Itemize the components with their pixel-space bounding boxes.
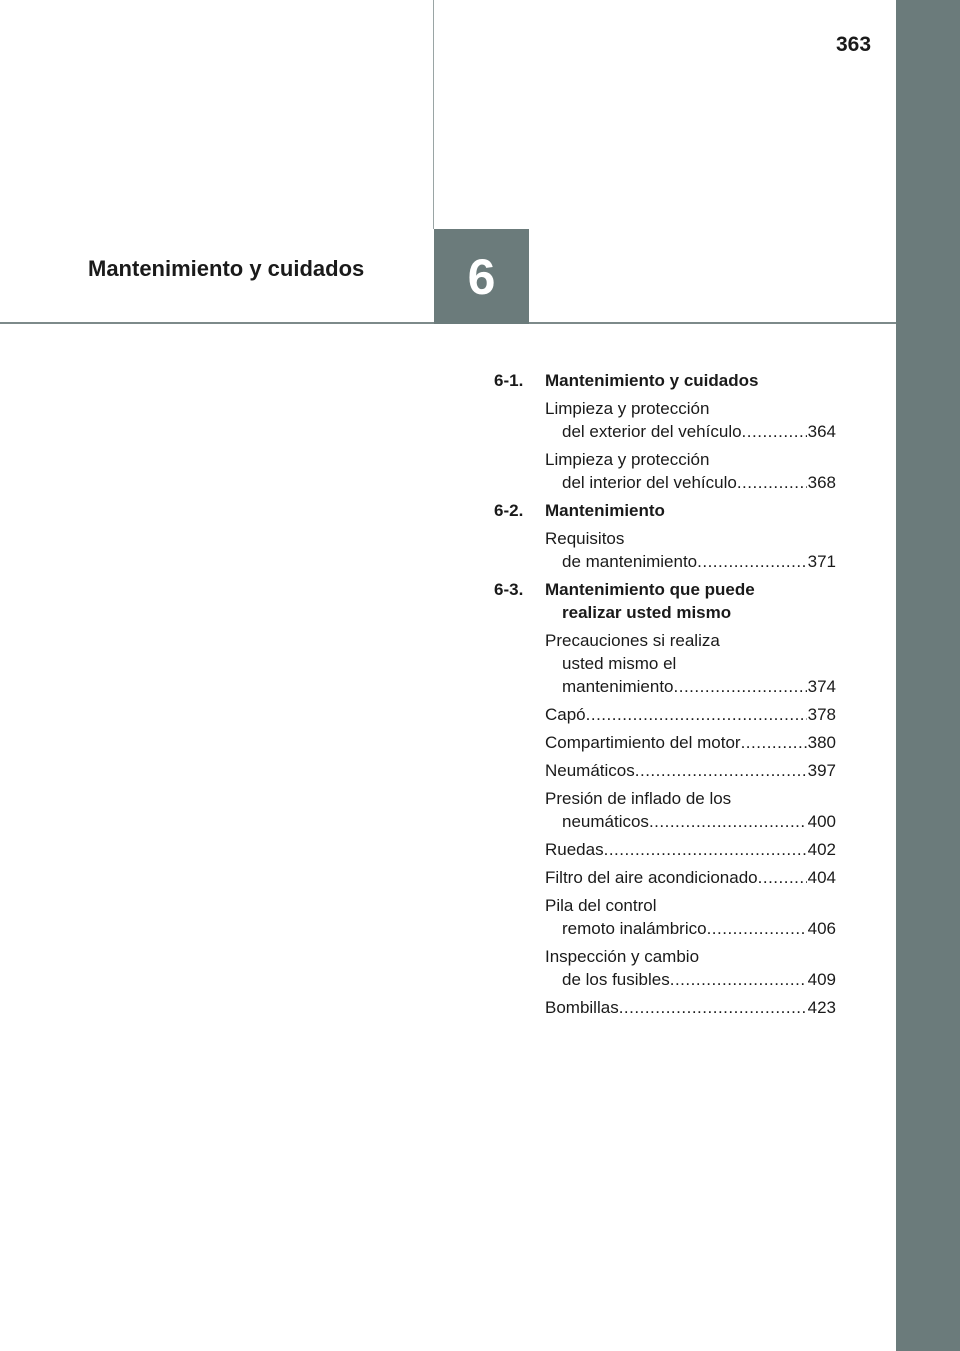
dot-leader <box>707 917 807 940</box>
section-title-line: Mantenimiento que puede <box>545 580 755 599</box>
dot-leader <box>586 703 807 726</box>
entry-last-line <box>545 810 836 833</box>
entry-text-line: Pila del control <box>545 896 657 915</box>
entry-page: 406 <box>807 919 836 938</box>
dot-leader <box>742 420 807 443</box>
toc-entry[interactable] <box>545 731 836 754</box>
chapter-title: Mantenimiento y cuidados <box>88 256 365 281</box>
entry-last-line <box>545 996 836 1019</box>
entry-page: 409 <box>807 970 836 989</box>
entry-text-line: Limpieza y protección <box>545 399 710 418</box>
entry-text-line: Precauciones si realiza <box>545 631 720 650</box>
page-number: 363 <box>836 33 872 56</box>
entry-page: 380 <box>807 733 836 752</box>
entry-title: Neumáticos <box>545 761 635 780</box>
toc-entry[interactable] <box>545 787 836 833</box>
entry-page: 397 <box>807 761 836 780</box>
entry-title: remoto inalámbrico <box>562 919 707 938</box>
entry-text-line: Requisitos <box>545 529 625 548</box>
entry-page: 400 <box>807 812 836 831</box>
dot-leader <box>649 810 807 833</box>
entry-last-line <box>545 420 836 443</box>
section-number: 6-2. <box>494 501 524 520</box>
toc-entry[interactable] <box>545 759 836 782</box>
toc-entry[interactable] <box>545 945 836 991</box>
toc-entry[interactable] <box>545 838 836 861</box>
section-title-line: Mantenimiento <box>545 501 665 520</box>
entry-last-line <box>545 731 836 754</box>
entry-text-line: Presión de inflado de los <box>545 789 732 808</box>
chapter-side-tab <box>896 0 960 1351</box>
entry-text-line: usted mismo el <box>562 654 677 673</box>
entry-last-line <box>545 838 836 861</box>
dot-leader <box>674 675 807 698</box>
section-number: 6-3. <box>494 580 524 599</box>
entry-page: 404 <box>807 868 836 887</box>
entry-page: 378 <box>807 705 836 724</box>
entry-text-line: Limpieza y protección <box>545 450 710 469</box>
dot-leader <box>697 550 806 573</box>
header-divider-vertical <box>433 0 434 229</box>
entry-title: Capó <box>545 705 586 724</box>
entry-last-line <box>545 550 836 573</box>
entry-title: Ruedas <box>545 840 604 859</box>
section-number: 6-1. <box>494 371 524 390</box>
toc-entry[interactable] <box>545 397 836 443</box>
toc-entry[interactable] <box>545 703 836 726</box>
entry-last-line <box>545 471 836 494</box>
toc-entry[interactable] <box>545 629 836 698</box>
entry-title: del exterior del vehículo <box>562 422 742 441</box>
section-title <box>545 369 836 392</box>
entry-text-line: Inspección y cambio <box>545 947 700 966</box>
toc-section <box>494 578 836 624</box>
dot-leader <box>619 996 807 1019</box>
entry-last-line <box>545 759 836 782</box>
entry-title: Compartimiento del motor <box>545 733 741 752</box>
entry-title: mantenimiento <box>562 677 674 696</box>
entry-title: de mantenimiento <box>562 552 698 571</box>
entry-page: 368 <box>807 473 836 492</box>
toc-entry[interactable] <box>545 448 836 494</box>
dot-leader <box>670 968 807 991</box>
dot-leader <box>758 866 807 889</box>
entry-page: 402 <box>807 840 836 859</box>
section-title <box>545 578 836 624</box>
toc-section <box>494 369 836 392</box>
entry-page: 423 <box>807 998 836 1017</box>
dot-leader <box>737 471 807 494</box>
entry-last-line <box>545 675 836 698</box>
entry-last-line <box>545 703 836 726</box>
table-of-contents <box>494 369 836 1024</box>
toc-section <box>494 499 836 522</box>
section-title-line: Mantenimiento y cuidados <box>545 371 759 390</box>
entry-page: 371 <box>807 552 836 571</box>
toc-entry[interactable] <box>545 894 836 940</box>
toc-entry[interactable] <box>545 527 836 573</box>
entry-page: 364 <box>807 422 836 441</box>
section-title <box>545 499 836 522</box>
toc-entry[interactable] <box>545 996 836 1019</box>
entry-title: del interior del vehículo <box>562 473 737 492</box>
dot-leader <box>741 731 807 754</box>
entry-title: Bombillas <box>545 998 619 1017</box>
entry-page: 374 <box>807 677 836 696</box>
entry-title: de los fusibles <box>562 970 670 989</box>
dot-leader <box>635 759 807 782</box>
entry-last-line <box>545 866 836 889</box>
entry-last-line <box>545 917 836 940</box>
entry-title: Filtro del aire acondicionado <box>545 868 758 887</box>
section-title-line: realizar usted mismo <box>562 603 732 622</box>
chapter-number-badge: 6 <box>434 229 529 324</box>
entry-title: neumáticos <box>562 812 649 831</box>
dot-leader <box>604 838 807 861</box>
entry-last-line <box>545 968 836 991</box>
toc-entry[interactable] <box>545 866 836 889</box>
